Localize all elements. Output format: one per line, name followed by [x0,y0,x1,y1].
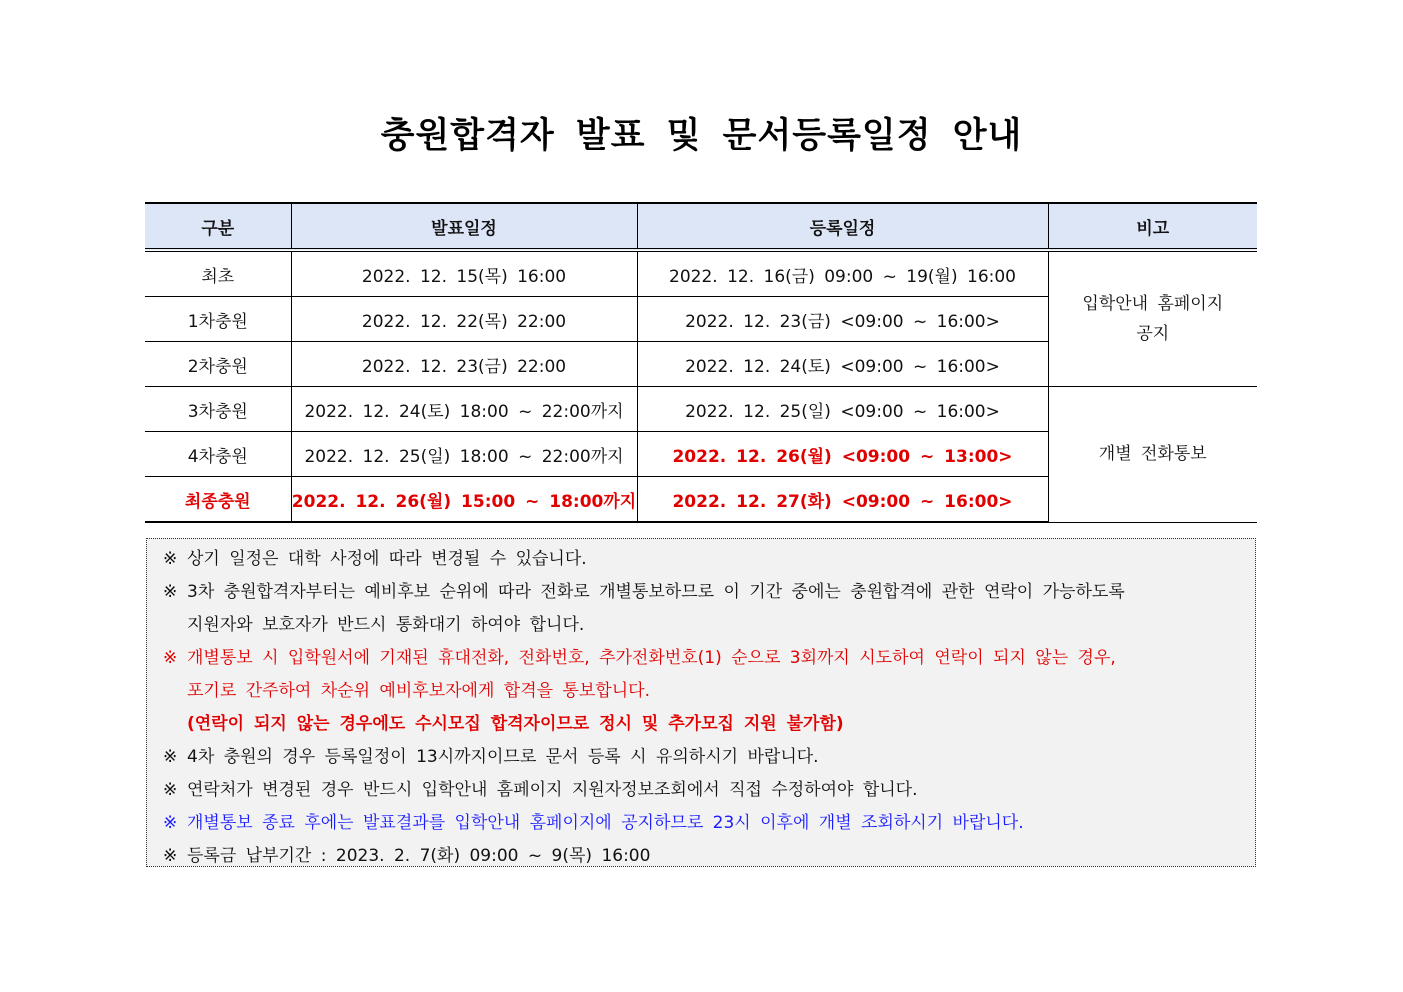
row-register: 2022. 12. 24(토) <09:00 ~ 16:00> [637,342,1048,387]
note-text: 상기 일정은 대학 사정에 따라 변경될 수 있습니다. [187,549,587,569]
note-schedule-change [163,543,1245,576]
row-announce: 2022. 12. 15(목) 16:00 [291,250,637,297]
remarks-phone: 개별 전화통보 [1048,387,1257,523]
note-text: 4차 충원의 경우 등록일정이 13시까지이므로 문서 등록 시 유의하시기 바랍니다. [187,747,819,767]
row-category: 1차충원 [145,297,291,342]
note-text: 3차 충원합격자부터는 예비후보 순위에 따라 전화로 개별통보하므로 이 기간 중에는 충원합격에 관한 연락이 가능하도록 [187,582,1125,602]
row-category: 2차충원 [145,342,291,387]
row-category: 3차충원 [145,387,291,432]
table-header-row [145,203,1257,250]
note-mark: ※ [163,549,178,569]
row-announce: 2022. 12. 23(금) 22:00 [291,342,637,387]
row-category: 4차충원 [145,432,291,477]
note-mark: ※ [163,648,178,668]
note-mark: ※ [163,813,178,833]
table-row [145,387,1257,432]
note-mark: ※ [163,582,178,602]
note-fourth-round [163,741,1245,774]
note-text: 등록금 납부기간 : 2023. 2. 7(화) 09:00 ~ 9(목) 16:00 [187,846,651,866]
remarks-homepage [1048,250,1257,387]
note-tuition-period [163,840,1245,873]
note-phone-contact [163,576,1245,609]
note-mark: ※ [163,780,178,800]
header-remarks: 비고 [1048,203,1257,250]
row-register: 2022. 12. 23(금) <09:00 ~ 16:00> [637,297,1048,342]
note-phone-contact-cont: 지원자와 보호자가 반드시 통화대기 하여야 합니다. [187,615,585,635]
row-announce-highlight: 2022. 12. 26(월) 15:00 ~ 18:00까지 [291,477,637,523]
row-category: 최초 [145,250,291,297]
notes-box [146,538,1256,867]
header-register: 등록일정 [637,203,1048,250]
note-mark: ※ [163,747,178,767]
row-announce: 2022. 12. 22(목) 22:00 [291,297,637,342]
schedule-table [145,202,1257,523]
note-text: 개별통보 시 입학원서에 기재된 휴대전화, 전화번호, 추가전화번호(1) 순으로 3회까지 시도하여 연락이 되지 않는 경우, [187,648,1116,668]
note-notification-attempts-cont: 포기로 간주하여 차순위 예비후보자에게 합격을 통보합니다. [187,681,650,701]
row-announce: 2022. 12. 25(일) 18:00 ~ 22:00까지 [291,432,637,477]
header-announce: 발표일정 [291,203,637,250]
remarks-homepage-line1: 입학안내 홈페이지 [1082,294,1224,314]
note-result-lookup [163,807,1245,840]
page-title: 충원합격자 발표 및 문서등록일정 안내 [380,116,1023,156]
row-register: 2022. 12. 25(일) <09:00 ~ 16:00> [637,387,1048,432]
remarks-homepage-line2: 공지 [1136,324,1170,344]
note-text: 연락처가 변경된 경우 반드시 입학안내 홈페이지 지원자정보조회에서 직접 수정하여야 합니다. [187,780,918,800]
header-category: 구분 [145,203,291,250]
table-row [145,250,1257,297]
note-text: 개별통보 종료 후에는 발표결과를 입학안내 홈페이지에 공지하므로 23시 이후에 개별 조회하시기 바랍니다. [187,813,1024,833]
row-register: 2022. 12. 16(금) 09:00 ~ 19(월) 16:00 [637,250,1048,297]
row-category-highlight: 최종충원 [145,477,291,523]
note-notification-attempts [163,642,1245,675]
note-restriction-warning: (연락이 되지 않는 경우에도 수시모집 합격자이므로 정시 및 추가모집 지원 불가함) [187,714,844,734]
row-register-highlight: 2022. 12. 27(화) <09:00 ~ 16:00> [637,477,1048,523]
note-mark: ※ [163,846,178,866]
row-register-highlight: 2022. 12. 26(월) <09:00 ~ 13:00> [637,432,1048,477]
row-announce: 2022. 12. 24(토) 18:00 ~ 22:00까지 [291,387,637,432]
note-contact-update [163,774,1245,807]
